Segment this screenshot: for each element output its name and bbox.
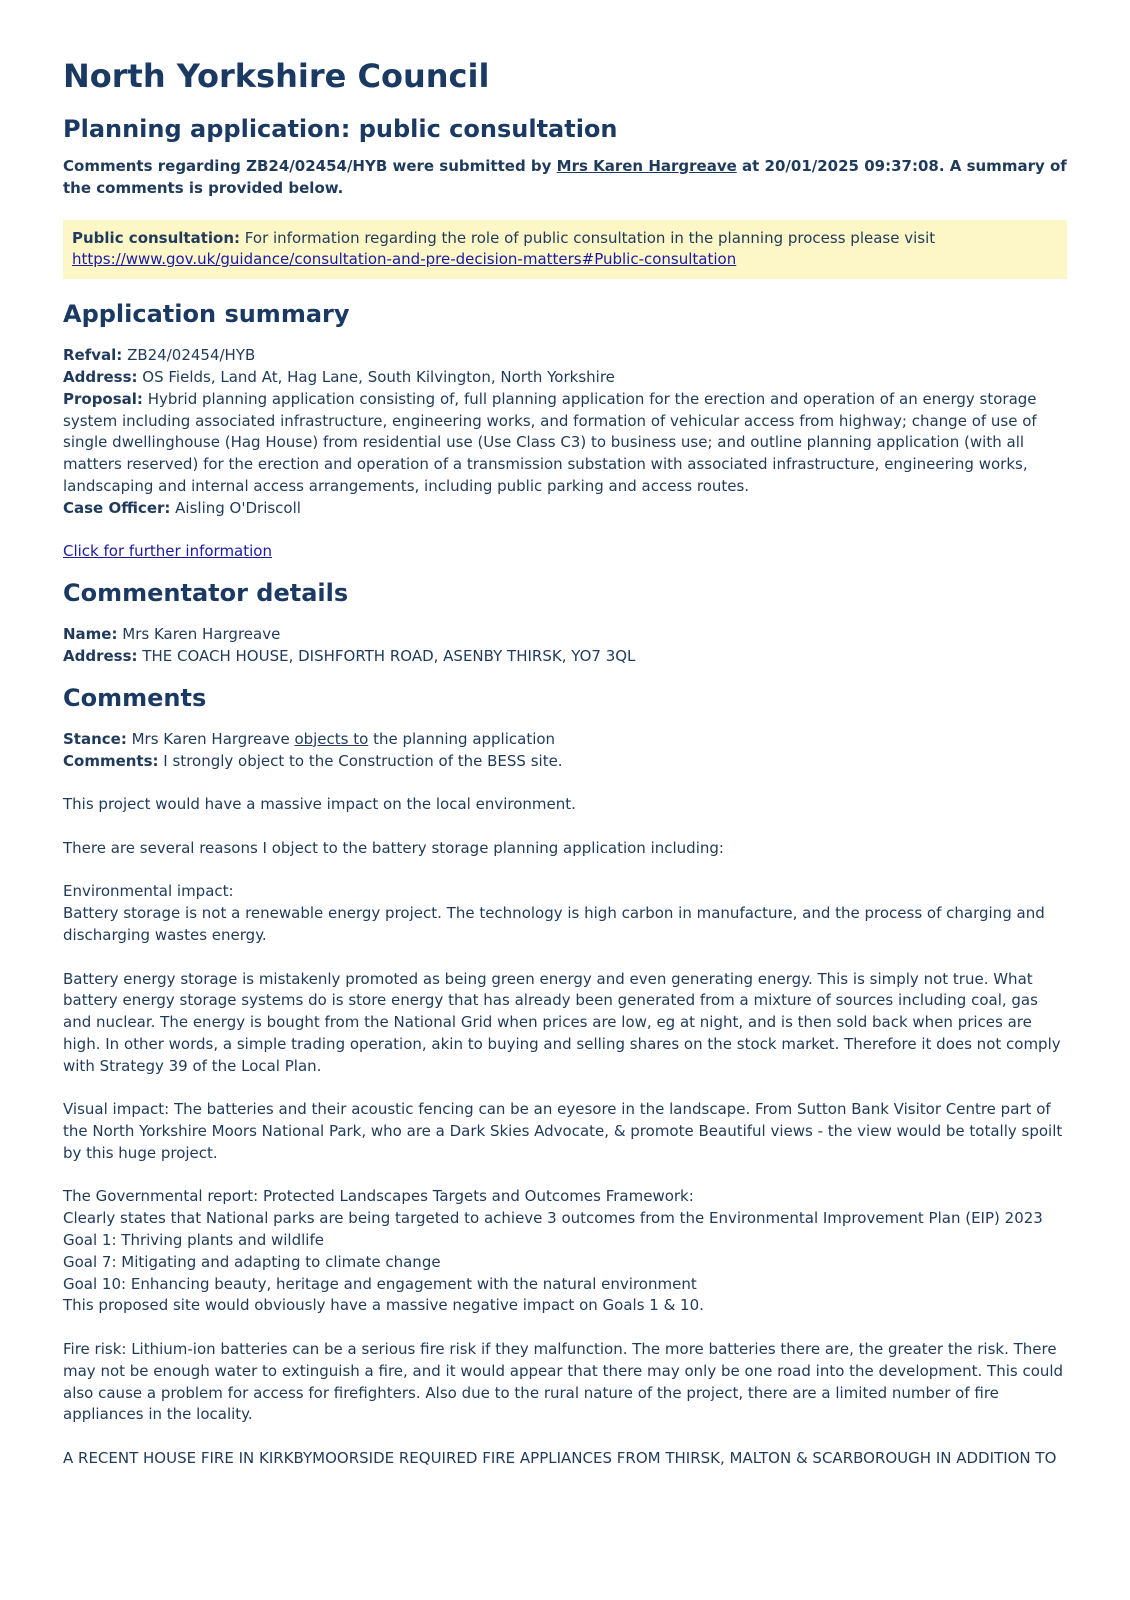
address-label: Address: <box>63 367 138 386</box>
commentator-address-row <box>63 646 1067 668</box>
comment-paragraph-5: Visual impact: The batteries and their acoustic fencing can be an eyesore in the landscape. From Sutton Bank Visitor Centre part of the North Yorkshire Moors National Park, who are a Dark Skies Advocate, & promote Beautiful views - the view would be totally spoilt by this huge project. <box>63 1100 1063 1162</box>
org-title: North Yorkshire Council <box>63 57 490 95</box>
refval-label: Refval: <box>63 346 123 365</box>
comments-row <box>63 751 1067 773</box>
comment-paragraph-6-line: Clearly states that National parks are being targeted to achieve 3 outcomes from the Environmental Improvement Plan (EIP) 2023 <box>63 1209 1043 1228</box>
comment-paragraph-6-line: Goal 10: Enhancing beauty, heritage and engagement with the natural environment <box>63 1274 697 1293</box>
comment-paragraph-6-line: The Governmental report: Protected Landscapes Targets and Outcomes Framework: <box>63 1187 694 1206</box>
comment-paragraph-6-line: This proposed site would obviously have a massive negative impact on Goals 1 & 10. <box>63 1296 704 1315</box>
stance-value: objects to <box>294 729 369 748</box>
notice-label: Public consultation: <box>72 228 241 247</box>
case-officer-label: Case Officer: <box>63 498 171 517</box>
commentator-name-row <box>63 624 1067 646</box>
comment-paragraph-7: Fire risk: Lithium-ion batteries can be a serious fire risk if they malfunction. The more batteries there are, the greater the risk. There may not be enough water to extinguish a fire, and it would appear that there may only be one road into the development. This could also cause a problem for access for firefighters. Also due to the rural nature of the project, there are a limited number of fire appliances in the locality. <box>63 1340 1064 1424</box>
commentator-name: Mrs Karen Hargreave <box>117 625 281 644</box>
comment-paragraph-6-line: Goal 7: Mitigating and adapting to climate change <box>63 1252 441 1271</box>
comment-paragraph-4: Battery energy storage is mistakenly promoted as being green energy and even generating energy. This is simply not true. What battery energy storage systems do is store energy that has already been generated from a mixture of sources including coal, gas and nuclear. The energy is bought from the National Grid when prices are low, eg at night, and is then sold back when prices are high. In other words, a simple trading operation, akin to buying and selling shares on the stock market. Therefore it does not comply with Strategy 39 of the Local Plan. <box>63 969 1061 1075</box>
comments-first: I strongly object to the Construction of the BESS site. <box>158 751 563 770</box>
application-summary-heading: Application summary <box>63 300 350 329</box>
stance-prefix: Mrs Karen Hargreave <box>126 729 295 748</box>
notice-text: For information regarding the role of public consultation in the planning process please visit <box>240 228 936 247</box>
commentator-address: THE COACH HOUSE, DISHFORTH ROAD, ASENBY THIRSK, YO7 3QL <box>137 646 636 665</box>
intro-suffix: at 20/01/2025 09:37:08. A summary of the comments is provided below. <box>63 157 1067 197</box>
comment-paragraph-6-line: Goal 1: Thriving plants and wildlife <box>63 1231 324 1250</box>
commentator-name-label: Name: <box>63 625 118 644</box>
proposal-label: Proposal: <box>63 389 143 408</box>
comments-heading: Comments <box>63 683 207 712</box>
case-officer-row <box>63 498 1067 520</box>
stance-label: Stance: <box>63 729 127 748</box>
refval-value: ZB24/02454/HYB <box>122 346 256 365</box>
address-value: OS Fields, Land At, Hag Lane, South Kilvington, North Yorkshire <box>137 367 615 386</box>
further-info-link[interactable]: Click for further information <box>63 542 272 561</box>
comment-paragraph-3-heading: Environmental impact: <box>63 882 234 901</box>
stance-row <box>63 729 1067 751</box>
commentator-heading: Commentator details <box>63 579 349 608</box>
intro-paragraph <box>63 156 1067 200</box>
comments-body <box>63 729 1067 1470</box>
commentator-details <box>63 624 1067 668</box>
proposal-value: Hybrid planning application consisting of, full planning application for the erection and operation of an energy storage system including associated infrastructure, engineering works, and formation of vehicular access from highway; change of use of single dwellinghouse (Hag House) from residential use (Use Class C3) to business use; and outline planning application (with all matters reserved) for the erection and operation of a transmission substation with associated infrastructure, engineering works, landscaping and internal access arrangements, including public parking and access routes. <box>63 389 1037 495</box>
consultation-guidance-link[interactable]: https://www.gov.uk/guidance/consultation-and-pre-decision-matters#Public-consultation <box>72 250 737 269</box>
case-officer-value: Aisling O'Driscoll <box>170 498 301 517</box>
application-summary <box>63 345 1067 563</box>
submitter-link[interactable]: Mrs Karen Hargreave <box>556 157 737 175</box>
address-row <box>63 367 1067 389</box>
page-heading: Planning application: public consultation <box>63 115 618 143</box>
comment-paragraph-8: A RECENT HOUSE FIRE IN KIRKBYMOORSIDE REQUIRED FIRE APPLIANCES FROM THIRSK, MALTON & SCARBOROUGH IN ADDITION TO <box>63 1449 1057 1468</box>
comment-paragraph-2: There are several reasons I object to the battery storage planning application including: <box>63 838 724 857</box>
comment-paragraph-3: Battery storage is not a renewable energy project. The technology is high carbon in manufacture, and the process of charging and discharging wastes energy. <box>63 904 1045 944</box>
refval-row <box>63 345 1067 367</box>
public-consultation-notice <box>63 220 1067 280</box>
commentator-address-label: Address: <box>63 646 138 665</box>
proposal-row <box>63 389 1067 498</box>
intro-prefix: Comments regarding ZB24/02454/HYB were submitted by <box>63 157 557 175</box>
comments-label: Comments: <box>63 751 159 770</box>
stance-suffix: the planning application <box>368 729 556 748</box>
comment-paragraph-1: This project would have a massive impact on the local environment. <box>63 795 576 814</box>
